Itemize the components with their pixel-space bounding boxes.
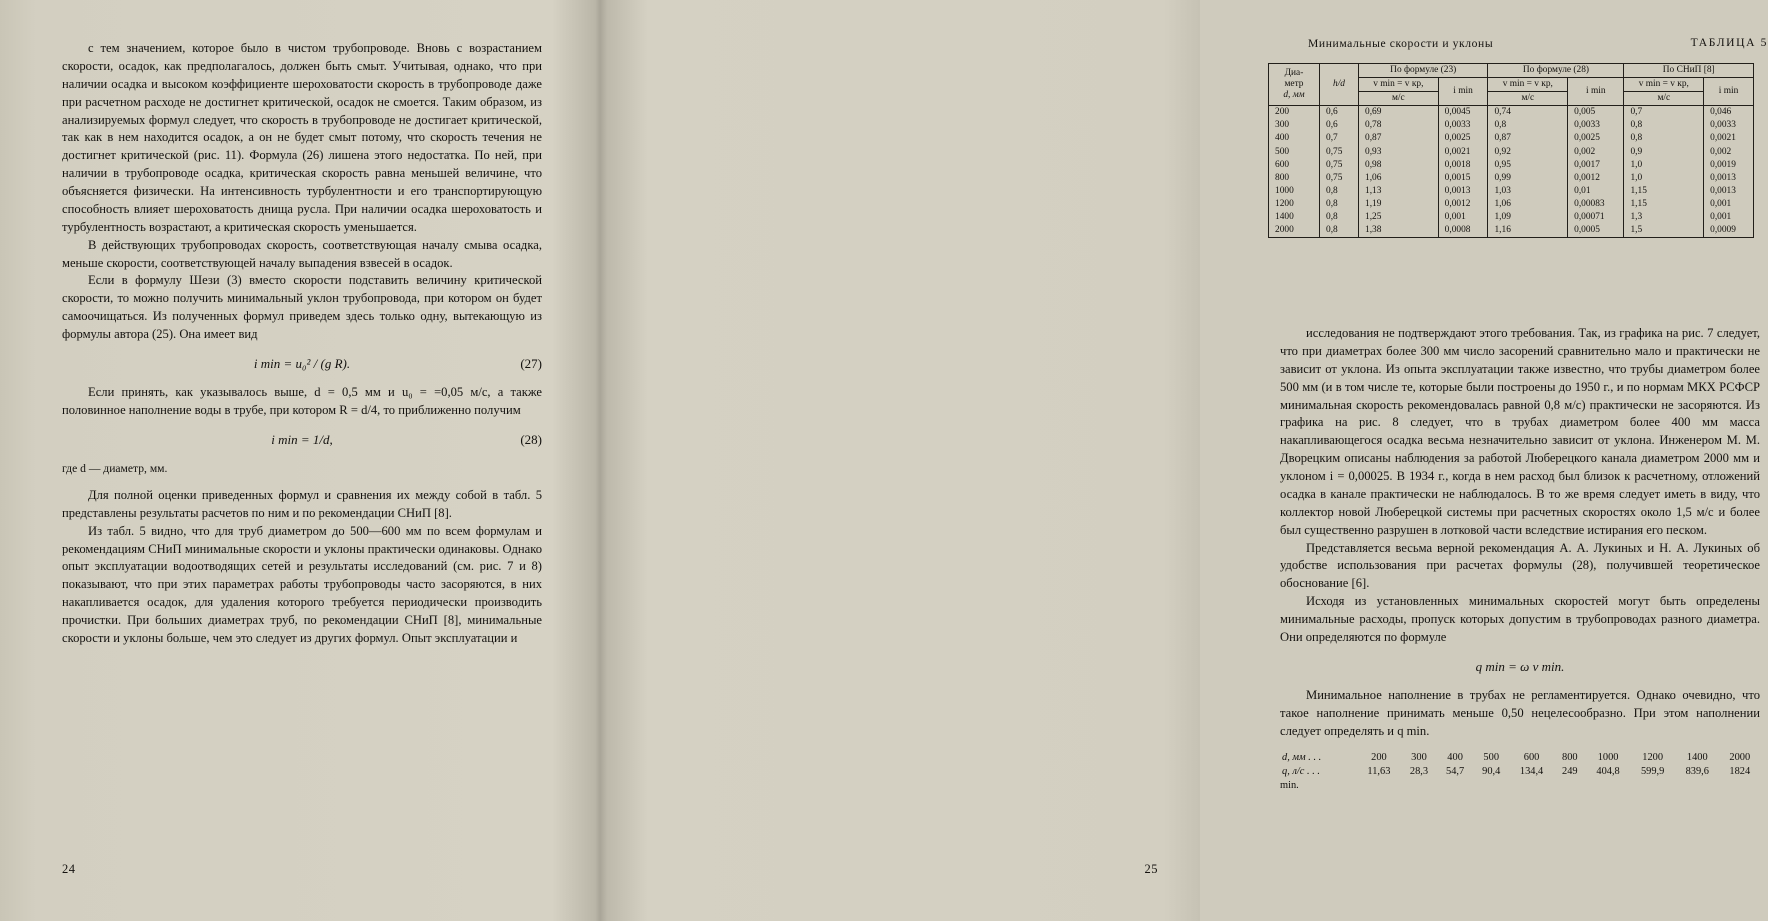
cell-v2: 0,95 — [1488, 159, 1568, 172]
table-row — [1269, 146, 1754, 159]
cell-diameter: 2000 — [1269, 224, 1320, 238]
cell-v3: 0,7 — [1624, 106, 1704, 120]
q-q-value: 90,4 — [1482, 765, 1501, 777]
cell-hd: 0,8 — [1320, 185, 1359, 198]
cell-v3: 1,0 — [1624, 172, 1704, 185]
q-q-value: 134,4 — [1519, 765, 1544, 777]
q-row-flows-label: q, л/с . . . — [1282, 765, 1321, 777]
paragraph: Из табл. 5 видно, что для труб диаметром до 500—600 мм по всем формулам и рекомендациям СНиП минимальные скорости и уклоны практически одинаковы. Однако опыт эксплуатации водоотводящих сетей и результаты исследований (см. рис. 7 и 8) показывают, что при этих параметрах работы трубопроводы часто засоряются, в них накапливается осадок, для удаления которого требуется периодически производить прочистки. При больших диаметрах труб, по рекомендации СНиП [8], минимальные скорости и уклоны больше, чем это следует из других формул. Опыт эксплуатации и — [62, 523, 542, 645]
cell-v3: 0,8 — [1624, 132, 1704, 145]
cell-i1: 0,0045 — [1438, 106, 1488, 120]
left-page — [0, 0, 600, 921]
cell-i3: 0,001 — [1704, 211, 1754, 224]
table-row — [1269, 132, 1754, 145]
table-row — [1269, 119, 1754, 132]
header-unit-1: м/с — [1359, 92, 1439, 106]
cell-i2: 0,005 — [1568, 106, 1624, 120]
formula-28-text: i min = 1/d, — [271, 432, 333, 448]
q-d-value: 500 — [1483, 751, 1500, 763]
header-group-formula-28: По формуле (28) — [1488, 64, 1624, 78]
cell-v3: 0,9 — [1624, 146, 1704, 159]
q-values-table — [1280, 751, 1760, 779]
cell-diameter: 300 — [1269, 119, 1320, 132]
header-unit-2: м/с — [1488, 92, 1568, 106]
cell-i2: 0,0033 — [1568, 119, 1624, 132]
q-d-value: 600 — [1523, 751, 1540, 763]
right-text-column — [1280, 325, 1760, 793]
cell-i2: 0,0012 — [1568, 172, 1624, 185]
cell-v3: 0,8 — [1624, 119, 1704, 132]
cell-v2: 1,09 — [1488, 211, 1568, 224]
paragraph: Для полной оценки приведенных формул и сравнения их между собой в табл. 5 представлены результаты расчетов по ним и по рекомендации СНиП [8]. — [62, 487, 542, 520]
table-row — [1269, 211, 1754, 224]
q-q-value: 54,7 — [1446, 765, 1465, 777]
cell-i3: 0,0033 — [1704, 119, 1754, 132]
cell-diameter: 1200 — [1269, 198, 1320, 211]
minimal-velocities-table — [1268, 63, 1754, 238]
header-diameter-l2: метр — [1284, 79, 1304, 90]
q-d-value: 1000 — [1597, 751, 1619, 763]
table-head — [1269, 64, 1754, 106]
header-h-over-d: h/d — [1320, 64, 1359, 106]
cell-i1: 0,0018 — [1438, 159, 1488, 172]
table-number: ТАБЛИЦА 5 — [1690, 36, 1768, 49]
formula-27 — [62, 355, 542, 373]
cell-hd: 0,75 — [1320, 172, 1359, 185]
cell-diameter: 400 — [1269, 132, 1320, 145]
table-row — [1269, 198, 1754, 211]
q-values-list — [1280, 751, 1760, 793]
cell-i2: 0,0025 — [1568, 132, 1624, 145]
cell-i2: 0,00071 — [1568, 211, 1624, 224]
header-unit-3: м/с — [1624, 92, 1704, 106]
paragraph: с тем значением, которое было в чистом трубопроводе. Вновь с возрастанием скорости, осадок, как предполагалось, должен быть смыт. Учитывая, однако, что при наличии осадка и высоком коэффициенте шероховатости скорость в трубопроводе даже при расчетном расходе не достигнет критической, осадок не смоется. Таким образом, из анализируемых формул следует, что скорость в трубопроводе не достигает критической, так как в нем находится осадок, а он не будет смыт потому, что скорость течения не достигнет критической (рис. 11). Формула (26) лишена этого недостатка. По ней, при наличии в трубопроводе осадка, критическая скорость равна меньшей величине, что объясняется физически. На интенсивность турбулентности и его транспортирующую способность влияет шероховатость днища русла. При наличии осадка шероховатость и турбулентность возрастают, а критическая скорость уменьшается. — [62, 41, 542, 234]
paragraph: Минимальное наполнение в трубах не регламентируется. Однако очевидно, что такое наполнение принимать меньше 0,50 нецелесообразно. При этом наполнении следует определять и q min. — [1280, 688, 1760, 738]
cell-i2: 0,00083 — [1568, 198, 1624, 211]
cell-i2: 0,0005 — [1568, 224, 1624, 238]
left-text-column — [62, 40, 542, 648]
header-i-min-2: i min — [1568, 78, 1624, 106]
cell-i3: 0,046 — [1704, 106, 1754, 120]
formula-28 — [62, 431, 542, 449]
cell-i3: 0,0009 — [1704, 224, 1754, 238]
cell-i3: 0,0021 — [1704, 132, 1754, 145]
q-d-value: 2000 — [1729, 751, 1751, 763]
header-v-min-3: v min = v кр, — [1624, 78, 1704, 92]
paragraph: Если в формулу Шези (3) вместо скорости подставить величину критической скорости, то можно получить минимальный уклон трубопровода, при котором он будет самоочищаться. Из полученных формул приведем здесь только одну, вытекающую из формулы автора (25). Она имеет вид — [62, 273, 542, 341]
cell-diameter: 600 — [1269, 159, 1320, 172]
paragraph: В действующих трубопроводах скорость, соответствующая началу смыва осадка, меньше скорости, соответствующей началу выпадения взвесей в осадок. — [62, 237, 542, 270]
table-row — [1269, 106, 1754, 120]
cell-v1: 0,78 — [1359, 119, 1439, 132]
cell-i3: 0,0013 — [1704, 185, 1754, 198]
header-group-snip: По СНиП [8] — [1624, 64, 1754, 78]
q-q-value: 839,6 — [1685, 765, 1709, 777]
paragraph: Исходя из установленных минимальных скоростей могут быть определены минимальные расходы, пропуск которых допустим в трубопроводах разного диаметра. Они определяются по формуле — [1280, 594, 1760, 644]
q-d-value: 300 — [1411, 751, 1427, 763]
formula-28-note: где d — диаметр, мм. — [62, 461, 168, 475]
q-q-value: 249 — [1562, 765, 1578, 777]
q-d-value: 400 — [1447, 751, 1463, 763]
table-title: Минимальные скорости и уклоны — [1308, 37, 1494, 50]
cell-hd: 0,7 — [1320, 132, 1359, 145]
cell-i1: 0,0013 — [1438, 185, 1488, 198]
cell-i1: 0,0025 — [1438, 132, 1488, 145]
cell-hd: 0,75 — [1320, 146, 1359, 159]
cell-v2: 0,92 — [1488, 146, 1568, 159]
cell-v1: 1,38 — [1359, 224, 1439, 238]
formula-27-text: i min = u₀² / (g R). — [253, 355, 351, 371]
cell-i3: 0,001 — [1704, 198, 1754, 211]
page-number-right: 25 — [1144, 862, 1158, 876]
cell-hd: 0,8 — [1320, 198, 1359, 211]
cell-hd: 0,8 — [1320, 211, 1359, 224]
q-row-flows — [1280, 765, 1760, 779]
table-row — [1269, 159, 1754, 172]
q-row-diameters-label: d, мм . . . — [1282, 751, 1322, 763]
cell-v2: 0,87 — [1488, 132, 1568, 145]
paragraph: Представляется весьма верной рекомендация А. А. Лукиных и Н. А. Лукиных об удобстве использования при расчетах формулы (28), получившей теоретическое обоснование [6]. — [1280, 540, 1760, 591]
cell-i1: 0,0021 — [1438, 146, 1488, 159]
cell-v1: 1,06 — [1359, 172, 1439, 185]
cell-v2: 1,03 — [1488, 185, 1568, 198]
paragraph: Если принять, как указывалось выше, d = 0,5 мм и u₀ = =0,05 м/с, а также половинное наполнение воды в трубе, при котором R = d/4, то приближенно получим — [62, 385, 542, 418]
cell-v3: 1,3 — [1624, 211, 1704, 224]
cell-v3: 1,15 — [1624, 198, 1704, 211]
cell-i3: 0,0019 — [1704, 159, 1754, 172]
table-5-block — [1268, 36, 1768, 238]
cell-v1: 0,98 — [1359, 159, 1439, 172]
cell-diameter: 800 — [1269, 172, 1320, 185]
cell-v1: 1,13 — [1359, 185, 1439, 198]
cell-hd: 0,6 — [1320, 119, 1359, 132]
cell-hd: 0,6 — [1320, 106, 1359, 120]
q-q-value: 1824 — [1729, 765, 1751, 777]
cell-v1: 1,19 — [1359, 198, 1439, 211]
q-row-flows-sublabel: min. — [1280, 779, 1299, 791]
q-d-value: 1400 — [1686, 751, 1708, 763]
cell-diameter: 500 — [1269, 146, 1320, 159]
cell-hd: 0,8 — [1320, 224, 1359, 238]
q-q-value: 28,3 — [1409, 765, 1429, 777]
cell-v3: 1,15 — [1624, 185, 1704, 198]
formula-27-number: (27) — [520, 355, 542, 371]
q-d-value: 1200 — [1642, 751, 1664, 763]
q-q-value: 11,63 — [1367, 765, 1391, 777]
right-page — [600, 0, 1768, 921]
header-diameter-l1: Диа- — [1284, 68, 1304, 78]
header-group-formula-23: По формуле (23) — [1359, 64, 1488, 78]
formula-28-number: (28) — [520, 432, 542, 448]
cell-i1: 0,0012 — [1438, 198, 1488, 211]
q-row-diameters — [1280, 751, 1760, 765]
q-d-value: 200 — [1371, 751, 1387, 763]
page-number-left: 24 — [62, 862, 76, 876]
cell-i1: 0,0008 — [1438, 224, 1488, 238]
table-row — [1269, 185, 1754, 198]
cell-i3: 0,0013 — [1704, 172, 1754, 185]
cell-v2: 0,8 — [1488, 119, 1568, 132]
paragraph: исследования не подтверждают этого требования. Так, из графика на рис. 7 следует, что при диаметрах более 300 мм число засорений сравнительно мало и практически не зависит от уклона. Из опыта эксплуатации также известно, что трубы диаметром более 500 мм (и в том числе те, которые были построены до 1950 г., и по нормам МКХ РСФСР минимальная скорость рекомендовалась равной 0,8 м/с) практически не засоряются. Из графика на рис. 8 следует, что в трубах диаметром более 400 мм масса накапливающегося осадка весьма незначительно зависит от уклона. Инженером М. М. Дворецким описаны наблюдения за работой Люберецкого канала диаметром 2000 мм и уклоном i = 0,00025. В 1934 г., когда в нем расход был близок к расчетному, отложений осадка в канале практически не наблюдалось. В то же время следует иметь в виду, что коллектор новой Люберецкой системы при расчетных скоростях около 1,5 м/с и более был существенно разрушен в лотковой части вследствие истирания его песком. — [1280, 326, 1760, 537]
cell-v2: 1,16 — [1488, 224, 1568, 238]
header-diameter-l3: d, мм — [1283, 90, 1305, 101]
header-i-min-3: i min — [1704, 78, 1754, 106]
table-head-row-1 — [1269, 64, 1754, 78]
cell-v1: 0,93 — [1359, 146, 1439, 159]
cell-diameter: 1000 — [1269, 185, 1320, 198]
table-row — [1269, 172, 1754, 185]
table-body — [1269, 106, 1754, 238]
header-diameter — [1269, 64, 1320, 106]
header-v-min-1: v min = v кр, — [1359, 78, 1439, 92]
formula-q-min: q min = ω v min. — [1475, 658, 1565, 674]
cell-v2: 0,74 — [1488, 106, 1568, 120]
table-row — [1269, 224, 1754, 238]
q-q-value: 404,8 — [1596, 765, 1620, 777]
cell-i3: 0,002 — [1704, 146, 1754, 159]
cell-i1: 0,0033 — [1438, 119, 1488, 132]
cell-v1: 0,87 — [1359, 132, 1439, 145]
header-i-min-1: i min — [1438, 78, 1488, 106]
q-d-value: 800 — [1562, 751, 1578, 763]
cell-diameter: 200 — [1269, 106, 1320, 120]
cell-i1: 0,0015 — [1438, 172, 1488, 185]
table-caption-row — [1268, 36, 1768, 54]
cell-i1: 0,001 — [1438, 211, 1488, 224]
cell-v1: 0,69 — [1359, 106, 1439, 120]
cell-i2: 0,002 — [1568, 146, 1624, 159]
header-v-min-2: v min = v кр, — [1488, 78, 1568, 92]
cell-hd: 0,75 — [1320, 159, 1359, 172]
cell-v2: 1,06 — [1488, 198, 1568, 211]
cell-v2: 0,99 — [1488, 172, 1568, 185]
cell-v1: 1,25 — [1359, 211, 1439, 224]
cell-v3: 1,0 — [1624, 159, 1704, 172]
cell-diameter: 1400 — [1269, 211, 1320, 224]
cell-i2: 0,0017 — [1568, 159, 1624, 172]
cell-i2: 0,01 — [1568, 185, 1624, 198]
q-q-value: 599,9 — [1640, 765, 1665, 777]
cell-v3: 1,5 — [1624, 224, 1704, 238]
